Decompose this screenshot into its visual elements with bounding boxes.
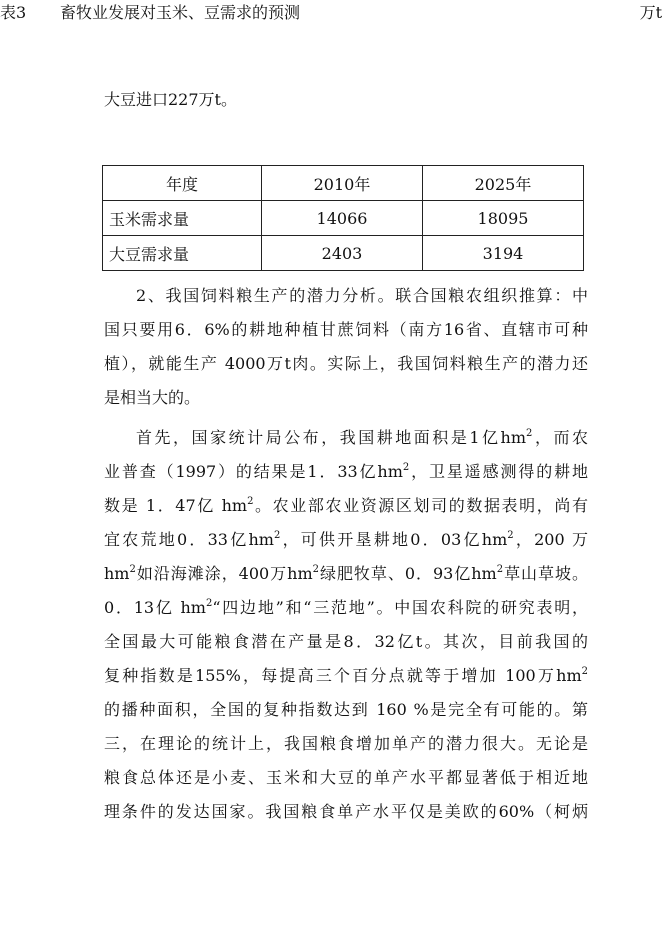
para2-line: 粮食总体还是小麦、玉米和大豆的单产水平都显著低于相近地 [104, 768, 588, 787]
superscript: 2 [205, 598, 213, 609]
superscript: 2 [507, 530, 514, 541]
table-header-cell: 2025年 [423, 166, 584, 201]
para2-line: 三，在理论的统计上，我国粮食增加单产的潜力很大。无论是 [104, 734, 588, 753]
table-row [103, 201, 584, 236]
para1-line: 植），就能生产 4000万t肉。实际上，我国饲料粮生产的潜力还 [104, 354, 588, 373]
para1-line: 是相当大的。 [104, 388, 201, 407]
superscript: 2 [247, 496, 254, 507]
table-cell: 14066 [262, 201, 423, 236]
table-cell: 大豆需求量 [103, 236, 262, 271]
table-title: 畜牧业发展对玉米、豆需求的预测 [60, 3, 301, 22]
table-cell: 3194 [423, 236, 584, 271]
para2-line: $hm^2$如沿海滩涂，400万$hm^2$绿肥牧草、0．93亿$hm^2$草山草坡。 [104, 564, 588, 583]
table-header-cell: 年度 [103, 166, 262, 201]
para2-line: 首先，国家统计局公布，我国耕地面积是1亿$hm^2$，而农 [136, 428, 588, 447]
para1-line: 2、我国饲料粮生产的潜力分析。联合国粮农组织推算：中 [136, 286, 588, 305]
para2-line: 的播种面积，全国的复种指数达到 160 %是完全有可能的。第 [104, 700, 588, 719]
para1-line: 国只要用6．6%的耕地种植甘蔗饲料（南方16省、直辖市可种 [104, 320, 588, 339]
superscript: 2 [273, 530, 281, 541]
para2-line: 业普查（1997）的结果是1．33亿$hm^2$，卫星遥感测得的耕地 [104, 462, 588, 481]
superscript: 2 [312, 564, 319, 575]
table-header-cell: 2010年 [262, 166, 423, 201]
para2-line: 数是 1．47亿 $hm^2$。农业部农业资源区划司的数据表明，尚有 [104, 496, 588, 515]
table-unit: 万t [639, 3, 662, 22]
intro-line: 大豆进口227万t。 [104, 90, 237, 109]
table-header-row [103, 166, 584, 201]
superscript: 2 [129, 564, 136, 575]
para2-line: 复种指数是155%，每提高三个百分点就等于增加 100万$hm^2$ [104, 666, 588, 685]
superscript: 2 [581, 666, 588, 677]
superscript: 2 [526, 428, 533, 439]
superscript: 2 [496, 564, 504, 575]
table-label: 表3 [0, 3, 27, 22]
para2-line: 全国最大可能粮食潜在产量是8．32亿t。其次，目前我国的 [104, 632, 588, 651]
para2-line: 宜农荒地0．33亿$hm^2$，可供开垦耕地0．03亿$hm^2$，200 万 [104, 530, 588, 549]
para2-line: 0．13亿 $hm^2“$四边地”和“三范地”。中国农科院的研究表明， [104, 598, 588, 617]
table-cell: 玉米需求量 [103, 201, 262, 236]
table-row [103, 236, 584, 271]
table-cell: 18095 [423, 201, 584, 236]
forecast-table [102, 165, 584, 271]
superscript: 2 [402, 462, 410, 473]
para2-line: 理条件的发达国家。我国粮食单产水平仅是美欧的60%（柯炳 [104, 802, 588, 821]
table-cell: 2403 [262, 236, 423, 271]
